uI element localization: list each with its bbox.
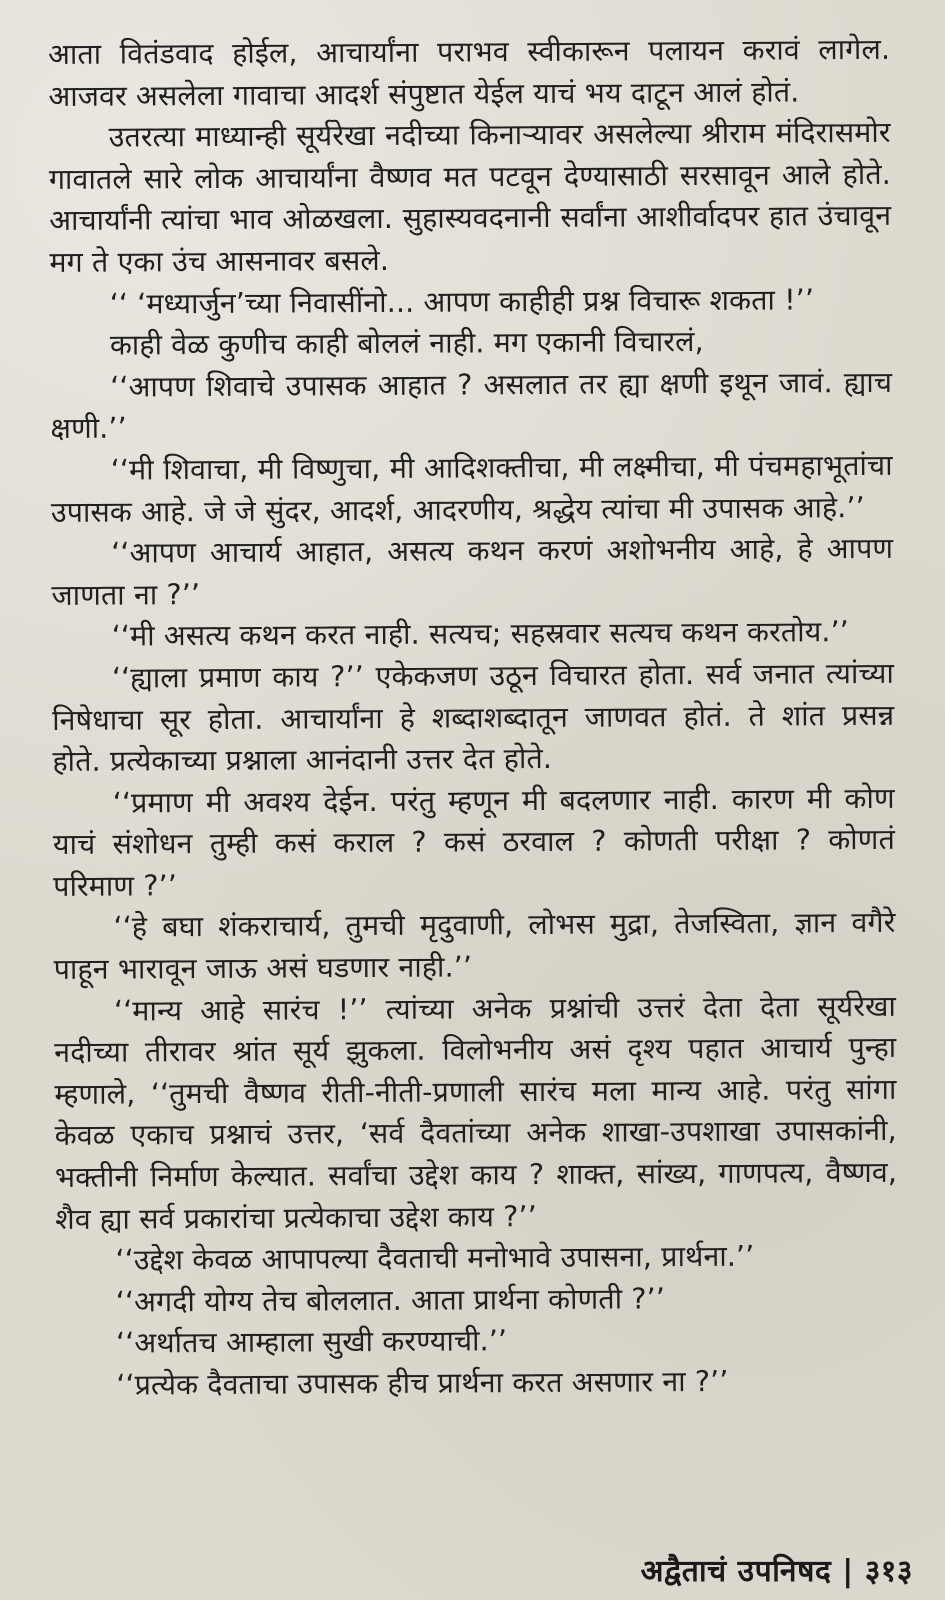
text-line: ‘‘ ‘मध्यार्जुन’च्या निवासींनो... आपण काहीही प्रश्न विचारू शकता !’’ xyxy=(109,281,815,321)
text-line: ‘‘मी शिवाचा, मी विष्णुचा, मी आदिशक्तीचा, मी लक्ष्मीचा, मी पंचमहाभूतांचा xyxy=(110,447,893,487)
text-line: ‘‘अगदी योग्य तेच बोललात. आता प्रार्थना कोणती ?’’ xyxy=(115,1281,666,1319)
text-line: उपासक आहे. जे जे सुंदर, आदर्श, आदरणीय, श्रद्धेय त्यांचा मी उपासक आहे.’’ xyxy=(50,489,865,529)
text-line: ‘‘ह्याला प्रमाण काय ?’’ एकेकजण उठून विचारत होता. सर्व जनात त्यांच्या xyxy=(111,655,895,695)
text-line: निषेधाचा सूर होता. आचार्यांना हे शब्दाशब्दातून जाणवत होतं. ते शांत प्रसन्न xyxy=(52,697,895,737)
text-line: याचं संशोधन तुम्ही कसं कराल ? कसं ठरवाल ? कोणती परीक्षा ? कोणतं xyxy=(52,822,896,862)
text-line: ‘‘प्रत्येक दैवताचा उपासक हीच प्रार्थना करत असणार ना ?’’ xyxy=(116,1363,729,1402)
text-line: जाणता ना ?’’ xyxy=(51,576,201,612)
text-line: गावातले सारे लोक आचार्यांना वैष्णव मत पटवून देण्यासाठी सरसावून आले होते. xyxy=(48,156,891,196)
page-footer: अद्वैताचं उपनिषद | ३१३ xyxy=(640,1554,913,1589)
text-line: शैव ह्या सर्व प्रकारांचा प्रत्येकाचा उद्देश काय ?’’ xyxy=(55,1198,537,1236)
text-line: ‘‘मान्य आहे सारंच !’’ त्यांच्या अनेक प्रश्नांची उत्तरं देता देता सूर्यरेखा xyxy=(113,988,897,1028)
text-line: मग ते एका उंच आसनावर बसले. xyxy=(49,242,390,279)
text-line: होते. प्रत्येकाच्या प्रश्नाला आनंदानी उत्तर देत होते. xyxy=(52,741,553,779)
text-line: आता वितंडवाद होईल, आचार्यांना पराभव स्वीकारून पलायन करावं लागेल. xyxy=(48,31,891,71)
text-line: काही वेळ कुणीच काही बोललं नाही. मग एकानी विचारलं, xyxy=(109,324,704,362)
text-line: ‘‘मी असत्य कथन करत नाही. सत्यच; सहस्रवार सत्यच कथन करतोय.’’ xyxy=(111,614,850,653)
text-line: ‘‘हे बघा शंकराचार्य, तुमची मृदुवाणी, लोभस मुद्रा, तेजस्विता, ज्ञान वगैरे xyxy=(113,905,896,945)
text-line: ‘‘आपण आचार्य आहात, असत्य कथन करणं अशोभनीय आहे, हे आपण xyxy=(111,530,894,570)
text-line: क्षणी.’’ xyxy=(50,410,127,446)
text-line: ‘‘अर्थातच आम्हाला सुखी करण्याची.’’ xyxy=(115,1323,508,1361)
text-line: आचार्यांनी त्यांचा भाव ओळखला. सुहास्यवदनानी सर्वांना आशीर्वादपर हात उंचावून xyxy=(49,198,892,238)
text-line: ‘‘उद्देश केवळ आपापल्या दैवताची मनोभावे उपासना, प्रार्थना.’’ xyxy=(115,1238,755,1277)
text-line: केवळ एकाच प्रश्नाचं उत्तर, ‘सर्व दैवतांच्या अनेक शाखा-उपशाखा उपासकांनी, xyxy=(54,1113,897,1153)
text-line: आजवर असलेला गावाचा आदर्श संपुष्टात येईल याचं भय दाटून आलं होतं. xyxy=(48,74,800,113)
text-line: म्हणाले, ‘‘तुमची वैष्णव रीती-नीती-प्रणाली सारंच मला मान्य आहे. परंतु सांगा xyxy=(54,1071,897,1111)
text-line: ‘‘प्रमाण मी अवश्य देईन. परंतु म्हणून मी बदलणार नाही. कारण मी कोण xyxy=(112,780,895,820)
text-line: पाहून भारावून जाऊ असं घडणार नाही.’’ xyxy=(53,949,473,987)
text-line: भक्तीनी निर्माण केल्यात. सर्वांचा उद्देश काय ? शाक्त, सांख्य, गाणपत्य, वैष्णव, xyxy=(54,1154,898,1195)
text-line: परिमाण ?’’ xyxy=(53,868,178,903)
text-line: ‘‘आपण शिवाचे उपासक आहात ? असलात तर ह्या क्षणी इथून जावं. ह्याच xyxy=(110,364,893,404)
text-line: उतरत्या माध्यान्ही सूर्यरेखा नदीच्या किनाऱ्यावर असलेल्या श्रीराम मंदिरासमोर xyxy=(108,115,891,154)
text-line: नदीच्या तीरावर श्रांत सूर्य झुकला. विलोभनीय असं दृश्य पहात आचार्य पुन्हा xyxy=(54,1030,897,1070)
page-text xyxy=(48,29,898,1407)
